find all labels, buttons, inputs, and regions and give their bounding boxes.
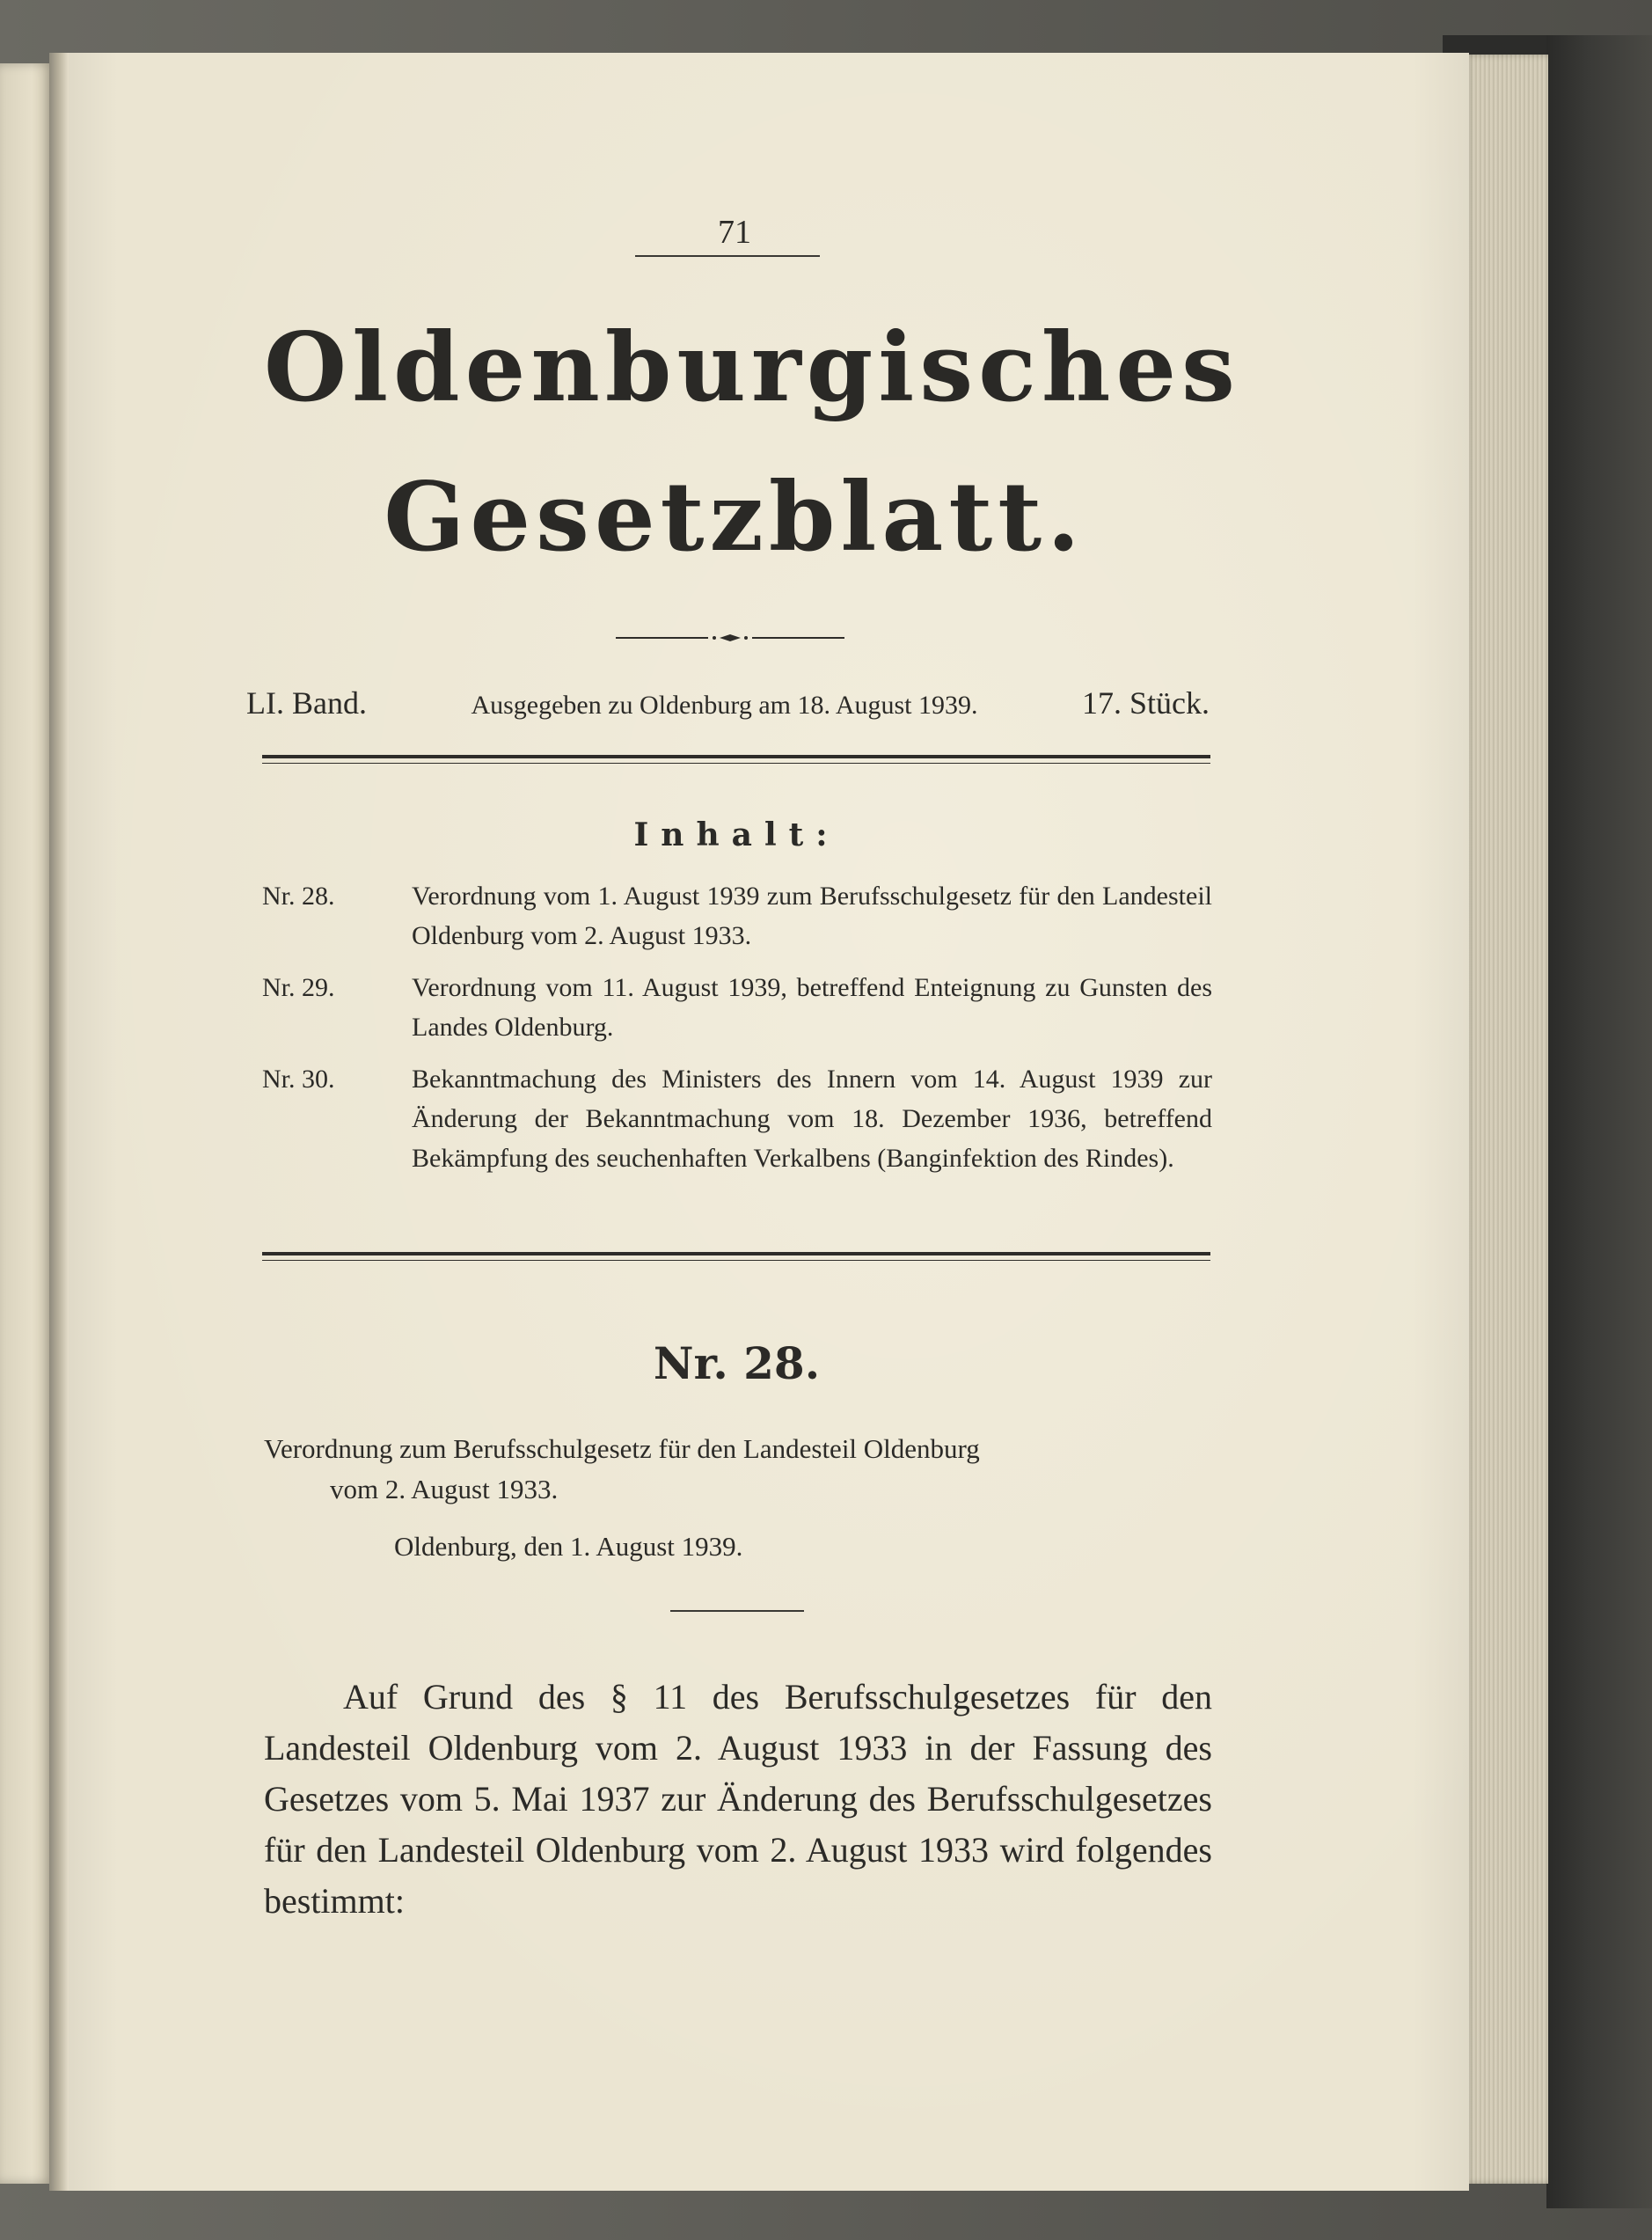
toc-entry-text: Verordnung vom 11. August 1939, betreffend Enteignung zu Gunsten des Landes Oldenburg.	[412, 973, 1212, 1042]
contents-heading: Inhalt:	[633, 816, 840, 853]
issue-date: Ausgegeben zu Oldenburg am 18. August 1939.	[471, 691, 978, 720]
volume-label: LI. Band.	[246, 685, 367, 721]
decree-subtitle-line-2: vom 2. August 1933.	[330, 1474, 559, 1504]
ornament-divider	[616, 632, 844, 644]
toc-entry-number: Nr. 28.	[262, 882, 335, 911]
page-edges	[1465, 55, 1548, 2184]
body-paragraph: Auf Grund des § 11 des Berufsschulgesetzes für den Landesteil Oldenburg vom 2. August 1933 in der Fassung des Gesetzes vom 5. Mai 1937 zur Änderung des Berufsschulgesetzes für den Landesteil Oldenburg vom 2. August 1933 wird folgendes bestimmt:	[264, 1677, 1212, 1921]
previous-page-edge	[0, 63, 53, 2184]
toc-entry	[262, 968, 1212, 1047]
book-gutter	[49, 53, 69, 2191]
decree-subtitle-line-1: Verordnung zum Berufsschulgesetz für den Landesteil Oldenburg	[264, 1433, 980, 1464]
issue-line	[246, 684, 1210, 721]
toc-entry-number: Nr. 29.	[262, 973, 335, 1002]
rule-top-of-contents	[262, 755, 1210, 764]
decree-heading: Nr. 28.	[653, 1337, 821, 1389]
toc-entry-number: Nr. 30.	[262, 1065, 335, 1094]
book-cover-right	[1546, 35, 1652, 2208]
page-number-rule	[635, 255, 820, 257]
place-and-date: Oldenburg, den 1. August 1939.	[394, 1531, 743, 1562]
toc-entry-text: Verordnung vom 1. August 1939 zum Berufsschulgesetz für den Landesteil Oldenburg vom 2. August 1933.	[412, 882, 1212, 950]
short-divider	[670, 1610, 804, 1612]
title-line-1: Oldenburgisches	[264, 312, 1240, 423]
rule-bottom-of-contents	[262, 1252, 1210, 1261]
page-number: 71	[718, 214, 751, 251]
piece-number: 17. Stück.	[1081, 685, 1210, 721]
toc-entry	[262, 1059, 1212, 1178]
decree-subtitle	[264, 1429, 1210, 1510]
toc-entry-text: Bekanntmachung des Ministers des Innern vom 14. August 1939 zur Änderung der Bekanntmachung vom 18. Dezember 1936, betreffend Bekämpfung des seuchenhaften Verkalbens (Banginfektion des Rindes).	[412, 1065, 1212, 1173]
title-line-2: Gesetzblatt.	[384, 462, 1085, 573]
toc-entry	[262, 876, 1212, 955]
